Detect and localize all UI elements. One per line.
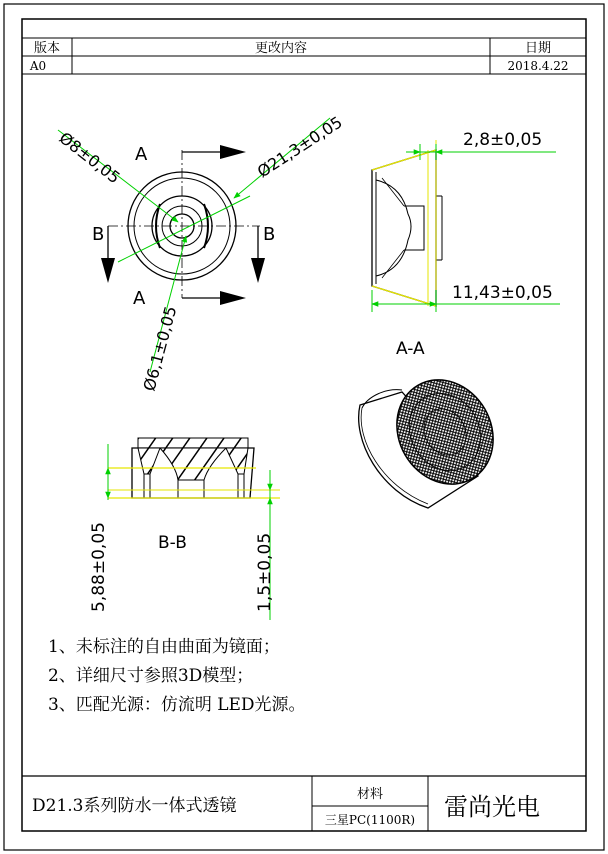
dim-w28: 2,8±0,05 bbox=[463, 130, 543, 150]
section-b-b-view bbox=[89, 438, 280, 620]
section-b-left-label: B bbox=[92, 224, 105, 245]
notes bbox=[48, 636, 306, 715]
dim-h588: 5,88±0,05 bbox=[89, 522, 109, 612]
dim-d21: Ø21,3±0,05 bbox=[253, 112, 346, 182]
section-a-a-view bbox=[372, 130, 560, 359]
material-value: 三星PC(1100R) bbox=[324, 813, 416, 827]
front-view bbox=[56, 112, 346, 393]
section-b-b-label: B-B bbox=[158, 533, 187, 553]
section-b-right-label: B bbox=[263, 224, 276, 245]
note-3: 3、匹配光源：仿流明 LED光源。 bbox=[48, 695, 306, 715]
section-a-a-label: A-A bbox=[396, 339, 425, 359]
title-block bbox=[22, 776, 586, 831]
col-content-label: 更改内容 bbox=[254, 41, 308, 56]
revision-table bbox=[22, 38, 586, 74]
section-a-bottom-label: A bbox=[133, 288, 146, 309]
dim-h15: 1,5±0,05 bbox=[255, 532, 275, 612]
product-name: D21.3系列防水一体式透镜 bbox=[32, 796, 237, 816]
note-2: 2、详细尺寸参照3D模型； bbox=[48, 666, 254, 686]
dim-d6: Ø6,1±0,05 bbox=[139, 304, 181, 394]
version-value: A0 bbox=[29, 59, 47, 73]
note-1: 1、未标注的自由曲面为镜面； bbox=[48, 637, 280, 657]
isometric-view bbox=[359, 362, 512, 508]
dim-d8: Ø8±0,05 bbox=[55, 128, 124, 188]
col-version-label: 版本 bbox=[33, 41, 61, 56]
dim-h1143: 11,43±0,05 bbox=[452, 283, 553, 303]
company-name: 雷尚光电 bbox=[444, 793, 540, 821]
section-a-top-label: A bbox=[135, 144, 148, 165]
col-date-label: 日期 bbox=[524, 41, 552, 56]
material-label: 材料 bbox=[356, 787, 384, 802]
date-value: 2018.4.22 bbox=[507, 59, 569, 73]
